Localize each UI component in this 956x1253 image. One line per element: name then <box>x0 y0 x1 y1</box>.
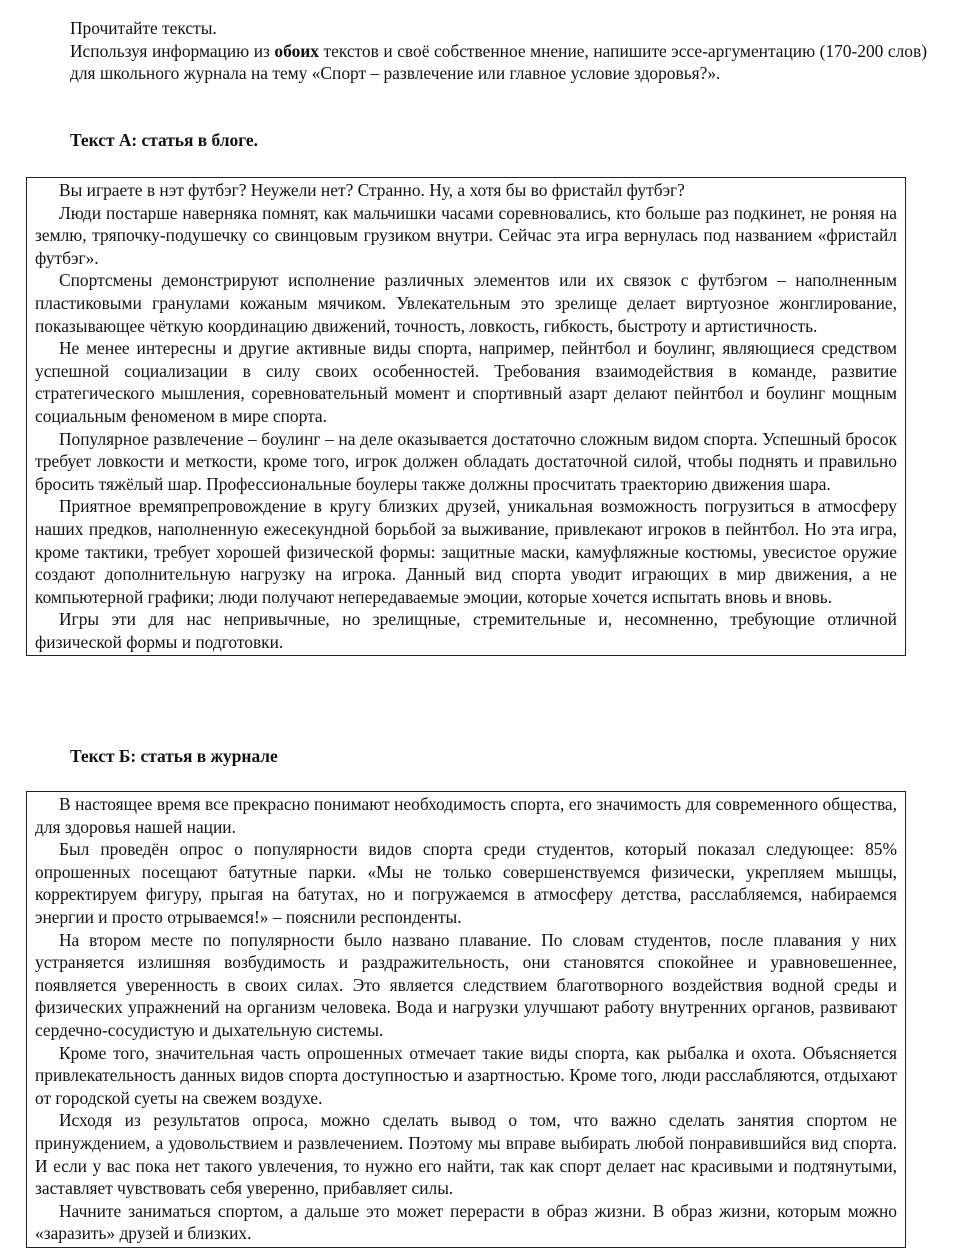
paragraph: Начните заниматься спортом, а дальше это может перерасти в образ жизни. В образ жизни, которым можно «заразить» друзей и близких. <box>35 1200 897 1244</box>
task-text: Используя информацию из <box>70 40 275 61</box>
paragraph: Исходя из результатов опроса, можно сделать вывод о том, что важно сделать занятия спортом не принуждением, а удовольствием и развлечением. Поэтому мы вправе выбирать любой понравившийся вид спорта. И если у вас пока нет такого увлечения, то нужно его найти, так как спорт делает нас красивыми и подтянутыми, заставляет чувствовать себя уверенно, прибавляет силы. <box>35 1110 897 1199</box>
task-emphasis: обоих <box>274 40 319 61</box>
text-a-box <box>26 177 906 656</box>
task-text: текстов и своё собственное мнение, напишите эссе-аргументацию (170-200 слов) для школьного журнала на тему «Спорт – развлечение или главное условие здоровья?». <box>70 40 927 84</box>
paragraph: Спортсмены демонстрируют исполнение различных элементов или их связок с футбэгом – наполненным пластиковыми гранулами кожаным мячиком. Увлекательным это зрелище делает виртуозное жонглирование, показывающее чёткую координацию движений, точность, ловкость, гибкость, быстроту и артистичность. <box>35 270 897 336</box>
instruction-line: Прочитайте тексты. <box>70 18 217 38</box>
text-a-heading: Текст А: статья в блоге. <box>70 130 258 150</box>
paragraph: На втором месте по популярности было названо плавание. По словам студентов, после плавания у них устраняется излишняя возбудимость и раздражительность, они становятся спокойнее и уравновешеннее, появляется уверенность в своих силах. Это является следствием благотворного воздействия водной среды и физических упражнений на организм человека. Вода и нагрузки улучшают работу внутренних органов, развивают сердечно-сосудистую и дыхательную системы. <box>35 929 897 1040</box>
paragraph: Вы играете в нэт футбэг? Неужели нет? Странно. Ну, а хотя бы во фристайл футбэг? <box>59 180 685 200</box>
task-description <box>70 40 927 85</box>
paragraph: Приятное времяпрепровождение в кругу близких друзей, уникальная возможность погрузиться в атмосферу наших предков, наполненную ежесекундной борьбой за выживание, привлекают игроков в пейнтбол. Но эта игра, кроме тактики, требует хорошей физической формы: защитные маски, камуфляжные костюмы, увесистое оружие создают дополнительную нагрузку на игрока. Данный вид спорта уводит играющих в мир движения, а не компьютерной графики; люди получают непередаваемые эмоции, которые хочется испытать вновь и вновь. <box>35 496 897 607</box>
paragraph: В настоящее время все прекрасно понимают необходимость спорта, его значимость для современного общества, для здоровья нашей нации. <box>35 794 897 837</box>
paragraph: Был проведён опрос о популярности видов спорта среди студентов, который показал следующее: 85% опрошенных посещают батутные парки. «Мы не только совершенствуемся физически, укрепляем мышцы, корректируем фигуру, прыгая на батутах, но и погружаемся в атмосферу детства, расслабляемся, набираемся энергии и просто отрываемся!» – пояснили респонденты. <box>35 839 897 927</box>
paragraph: Не менее интересны и другие активные виды спорта, например, пейнтбол и боулинг, являющиеся средством успешной социализации в силу своих особенностей. Требования взаимодействия в команде, развитие стратегического мышления, соревновательный момент и спортивный азарт делают пейнтбол и боулинг мощным социальным феноменом в мире спорта. <box>35 338 897 426</box>
paragraph: Игры эти для нас непривычные, но зрелищные, стремительные и, несомненно, требующие отличной физической формы и подготовки. <box>35 609 897 652</box>
paragraph: Кроме того, значительная часть опрошенных отмечает такие виды спорта, как рыбалка и охота. Объясняется привлекательность данных видов спорта доступностью и азартностью. Кроме того, люди расслабляются, отдыхают от городской суеты на свежем воздухе. <box>35 1042 897 1108</box>
text-b-box <box>26 791 906 1248</box>
paragraph: Популярное развлечение – боулинг – на деле оказывается достаточно сложным видом спорта. Успешный бросок требует ловкости и меткости, кроме того, игрок должен обладать достаточной силой, чтобы поднять и правильно бросить тяжёлый шар. Профессиональные боулеры также должны просчитать траекторию движения шара. <box>35 428 897 494</box>
paragraph: Люди постарше наверняка помнят, как мальчишки часами соревновались, кто больше раз подкинет, не роняя на землю, тряпочку-подушечку со свинцовым грузиком внутри. Сейчас эта игра вернулась под названием «фристайл футбэг». <box>35 202 897 268</box>
text-b-heading: Текст Б: статья в журнале <box>70 746 278 766</box>
task-instructions <box>70 17 927 85</box>
